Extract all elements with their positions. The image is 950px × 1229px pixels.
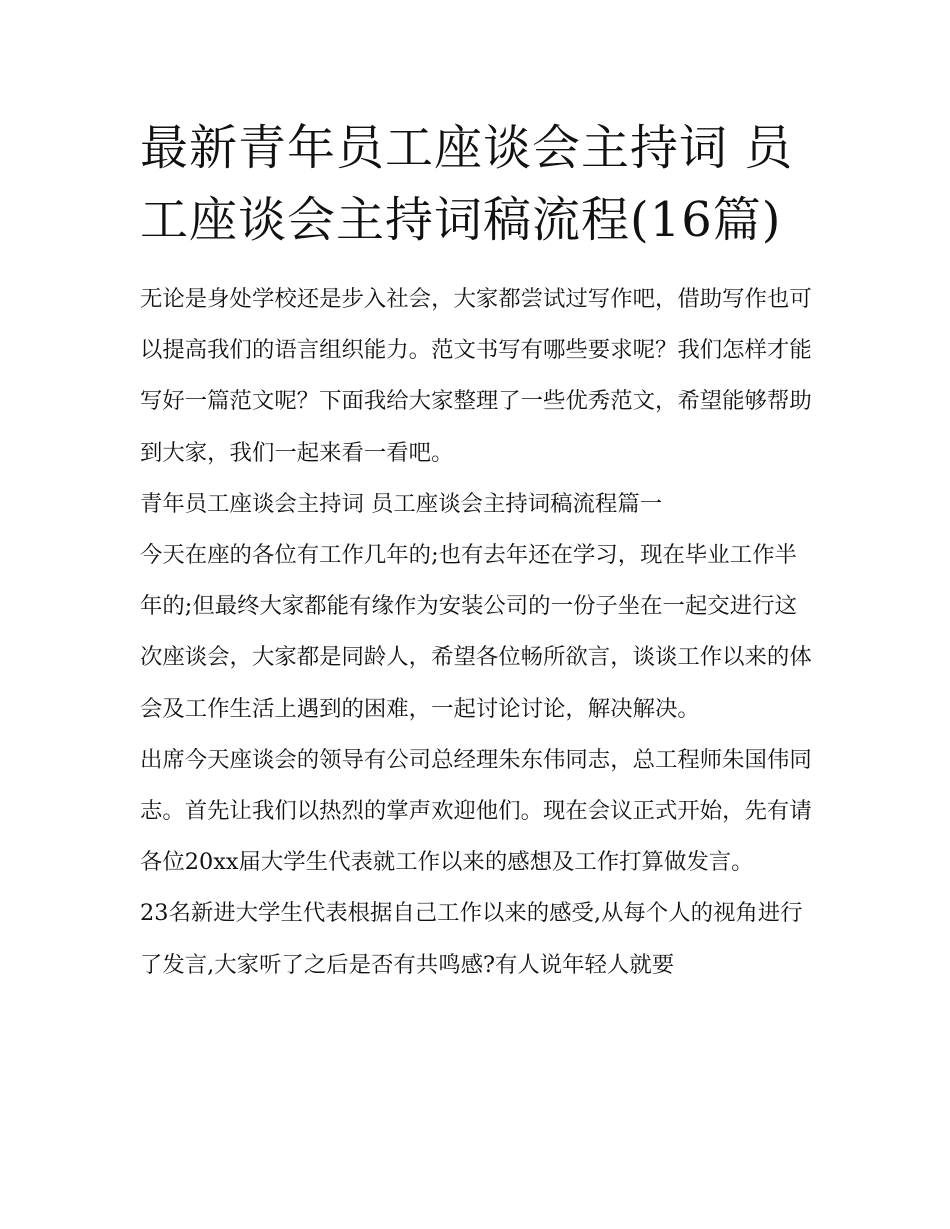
document-body: [140, 112, 812, 991]
body-paragraph: 今天在座的各位有工作几年的;也有去年还在学习，现在毕业工作半年的;但最终大家都能有缘作为安装公司的一份子坐在一起交进行这次座谈会，大家都是同龄人，希望各位畅所欲言，谈谈工作以来的体会及工作生活上遇到的困难，一起讨论讨论，解决解决。: [140, 542, 812, 722]
document-title: 最新青年员工座谈会主持词 员工座谈会主持词稿流程(16篇): [140, 120, 794, 248]
body-paragraph: 出席今天座谈会的领导有公司总经理朱东伟同志，总工程师朱国伟同志。首先让我们以热烈的掌声欢迎他们。现在会议正式开始，先有请各位20xx届大学生代表就工作以来的感想及工作打算做发言。: [140, 746, 812, 876]
intro-paragraph: 无论是身处学校还是步入社会，大家都尝试过写作吧，借助写作也可以提高我们的语言组织能力。范文书写有哪些要求呢？我们怎样才能写好一篇范文呢？下面我给大家整理了一些优秀范文，希望能够帮助到大家，我们一起来看一看吧。: [140, 286, 812, 466]
section-heading: 青年员工座谈会主持词 员工座谈会主持词稿流程篇一: [140, 490, 663, 517]
body-paragraph: 23名新进大学生代表根据自己工作以来的感受,从每个人的视角进行了发言,大家听了之后是否有共鸣感?有人说年轻人就要: [140, 900, 803, 978]
